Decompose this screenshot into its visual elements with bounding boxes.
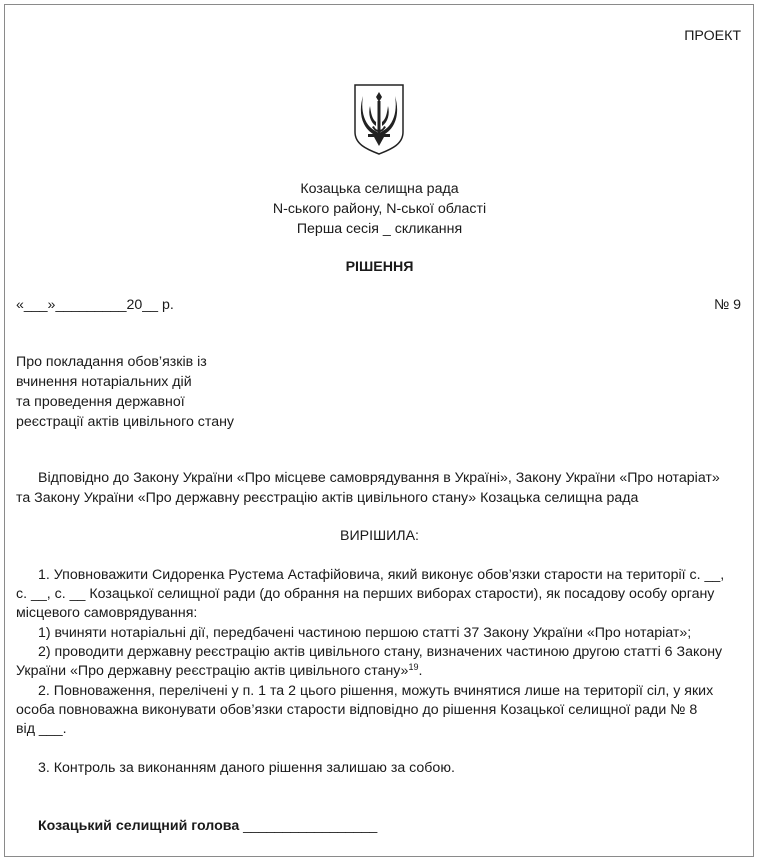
item-1-line: місцевого самоврядування: <box>16 605 198 621</box>
preamble-line: Відповідно до Закону України «Про місцеве самоврядування в Україні», Закону України «Про нотаріат» <box>38 470 720 486</box>
decision-number: № 9 <box>713 297 741 313</box>
decision-date: «___»_________20__ р. <box>16 297 174 313</box>
decided-heading: ВИРІШИЛА: <box>340 528 419 544</box>
subject-line: вчинення нотаріальних дій <box>16 374 192 390</box>
session-line: Перша сесія _ скликання <box>296 221 463 237</box>
item-3: 3. Контроль за виконанням даного рішення залишаю за собою. <box>38 760 455 776</box>
district-line: N-ського району, N-ської області <box>272 201 487 217</box>
preamble-line: та Закону України «Про державну реєстрацію актів цивільного стану» Козацька селищна рада <box>16 490 639 506</box>
item-1-subitem-2-text: України «Про державну реєстрацію актів цивільного стану» <box>16 663 409 679</box>
item-1-subitem-2-line <box>16 663 422 679</box>
footnote-reference: 19 <box>408 662 419 672</box>
item-2-line: від ___. <box>16 721 67 737</box>
signature-label: Козацький селищний голова <box>38 818 240 834</box>
coat-of-arms-icon <box>352 82 406 156</box>
subject-line: реєстрації актів цивільного стану <box>16 414 235 430</box>
item-1-subitem-1: 1) вчиняти нотаріальні дії, передбачені частиною першою статті 37 Закону України «Про нотаріат»; <box>38 625 692 641</box>
item-1-line: с. __, с. __ Козацької селищної ради (до обрання на перших виборах старости), як посадову особу органу <box>16 586 715 602</box>
item-1-subitem-2-line: 2) проводити державну реєстрацію актів цивільного стану, визначених частиною другою статті 6 Закону <box>38 644 723 660</box>
document-title: РІШЕННЯ <box>345 259 414 275</box>
item-2-line: особа повноважна виконувати обов’язки старости відповідно до рішення Козацької селищної ради № 8 <box>16 702 698 718</box>
signature-blank: _________________ <box>243 818 378 834</box>
item-2-line: 2. Повноваження, перелічені у п. 1 та 2 цього рішення, можуть вчинятися лише на території сіл, у яких <box>38 683 714 699</box>
draft-status: ПРОЕКТ <box>684 28 741 44</box>
period: . <box>418 663 423 679</box>
signature-block <box>38 818 377 834</box>
item-1-line: 1. Уповноважити Сидоренка Рустема Астафійовича, який виконує обов’язки старости на території с. __, <box>38 567 725 583</box>
council-name: Козацька селищна рада <box>300 181 459 197</box>
subject-line: Про покладання обов’язків із <box>16 354 207 370</box>
subject-line: та проведення державної <box>16 394 185 410</box>
